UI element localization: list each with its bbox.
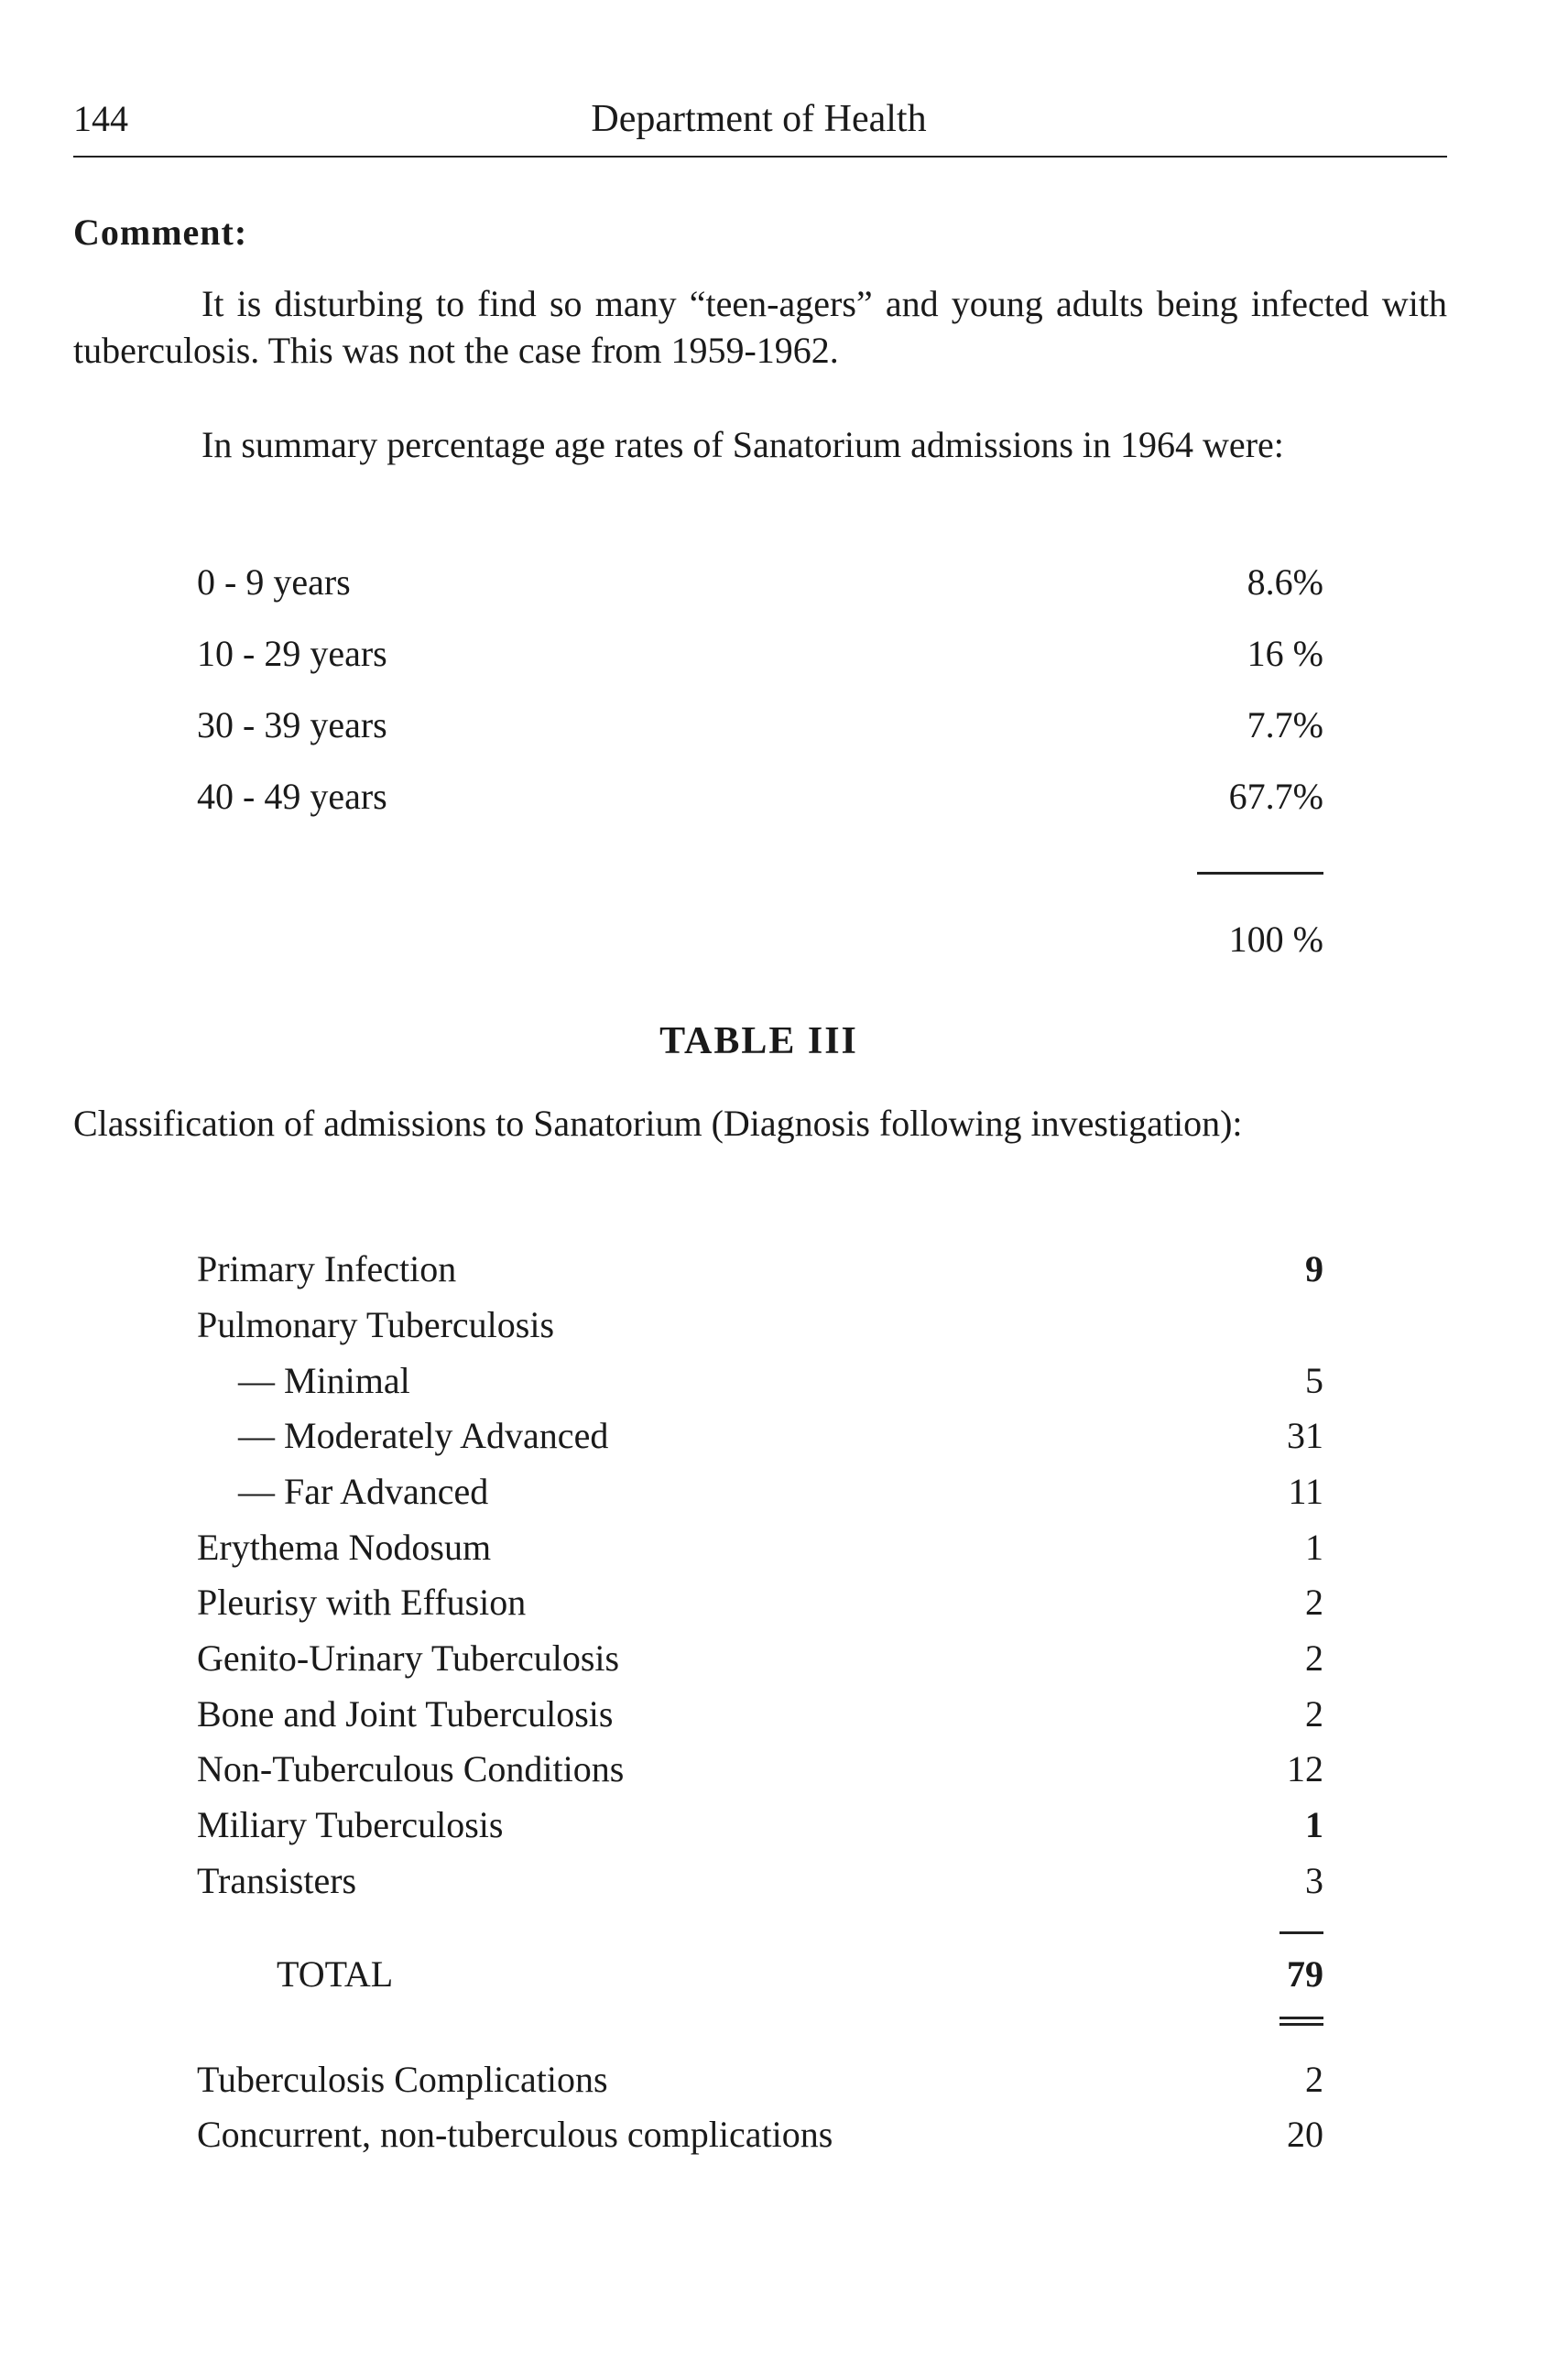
age-row bbox=[197, 775, 1323, 821]
row-label: Tuberculosis Complications bbox=[197, 2059, 608, 2100]
table-row bbox=[197, 1803, 1323, 1858]
total-label: TOTAL bbox=[277, 1953, 394, 1995]
total-row bbox=[197, 1952, 1323, 2007]
row-value: 2 bbox=[1305, 1637, 1323, 1679]
row-label: Erythema Nodosum bbox=[197, 1527, 492, 1568]
row-label: Pulmonary Tuberculosis bbox=[197, 1304, 555, 1345]
table-row bbox=[197, 1747, 1323, 1802]
table-row bbox=[197, 1303, 1323, 1358]
total-value: 79 bbox=[1287, 1953, 1323, 1995]
comment-paragraph-2 bbox=[73, 421, 1447, 468]
age-range-label: 30 - 39 years bbox=[197, 704, 387, 745]
row-value: 1 bbox=[1305, 1527, 1323, 1568]
table-row bbox=[197, 1470, 1323, 1525]
row-value: 5 bbox=[1305, 1360, 1323, 1401]
complication-row bbox=[197, 2058, 1323, 2113]
row-value: 31 bbox=[1287, 1415, 1323, 1456]
age-rate-value: 67.7% bbox=[1228, 776, 1323, 817]
row-value: 20 bbox=[1287, 2114, 1323, 2155]
table-row bbox=[197, 1526, 1323, 1581]
row-label: Non-Tuberculous Conditions bbox=[197, 1748, 625, 1789]
age-range-label: 0 - 9 years bbox=[197, 561, 351, 603]
header-rule bbox=[73, 156, 1447, 158]
table-caption: Classification of admissions to Sanatorium (Diagnosis following investigation): bbox=[73, 1103, 1243, 1144]
age-rate-value: 16 % bbox=[1247, 633, 1323, 674]
age-rate-total: 100 % bbox=[1228, 919, 1323, 960]
row-label: Genito-Urinary Tuberculosis bbox=[197, 1637, 620, 1679]
age-row bbox=[197, 632, 1323, 678]
row-label: — Far Advanced bbox=[238, 1471, 489, 1512]
sum-rule bbox=[1279, 1931, 1323, 1934]
row-label: — Moderately Advanced bbox=[238, 1415, 609, 1456]
row-value: 11 bbox=[1288, 1471, 1323, 1512]
row-value: 3 bbox=[1305, 1860, 1323, 1901]
table-row bbox=[197, 1859, 1323, 1914]
age-row bbox=[197, 703, 1323, 749]
page-number: 144 bbox=[73, 98, 128, 139]
row-value: 2 bbox=[1305, 2059, 1323, 2100]
row-value: 12 bbox=[1287, 1748, 1323, 1789]
double-rule-bottom bbox=[1279, 2023, 1323, 2026]
running-title: Department of Health bbox=[591, 98, 927, 140]
complication-row bbox=[197, 2113, 1323, 2168]
age-rate-value: 8.6% bbox=[1247, 561, 1323, 603]
sum-rule bbox=[1197, 872, 1323, 875]
row-label: Primary Infection bbox=[197, 1248, 457, 1289]
row-value: 2 bbox=[1305, 1582, 1323, 1623]
age-range-label: 10 - 29 years bbox=[197, 633, 387, 674]
comment-heading: Comment: bbox=[73, 212, 248, 253]
age-range-label: 40 - 49 years bbox=[197, 776, 387, 817]
row-value: 2 bbox=[1305, 1693, 1323, 1735]
comment-paragraph-2-text: In summary percentage age rates of Sanatorium admissions in 1964 were: bbox=[201, 424, 1284, 465]
age-row bbox=[197, 560, 1323, 606]
row-label: Miliary Tuberculosis bbox=[197, 1804, 504, 1845]
comment-paragraph-1-text: It is disturbing to find so many “teen-agers” and young adults being infected with tuberculosis. This was not the case from 1959-1962. bbox=[73, 283, 1447, 371]
table-row bbox=[197, 1581, 1323, 1636]
row-label: Pleurisy with Effusion bbox=[197, 1582, 527, 1623]
table-row bbox=[197, 1637, 1323, 1691]
table-row bbox=[197, 1414, 1323, 1469]
comment-paragraph-1 bbox=[73, 280, 1447, 374]
table-row bbox=[197, 1359, 1323, 1414]
double-rule-top bbox=[1279, 2017, 1323, 2019]
row-label: Bone and Joint Tuberculosis bbox=[197, 1693, 614, 1735]
row-label: Concurrent, non-tuberculous complications bbox=[197, 2114, 833, 2155]
row-label: Transisters bbox=[197, 1860, 357, 1901]
age-rate-value: 7.7% bbox=[1247, 704, 1323, 745]
row-label: — Minimal bbox=[238, 1360, 410, 1401]
row-value: 9 bbox=[1305, 1248, 1323, 1289]
table-row bbox=[197, 1692, 1323, 1747]
row-value: 1 bbox=[1305, 1804, 1323, 1845]
table-row bbox=[197, 1247, 1323, 1302]
table-title: TABLE III bbox=[659, 1020, 858, 1062]
